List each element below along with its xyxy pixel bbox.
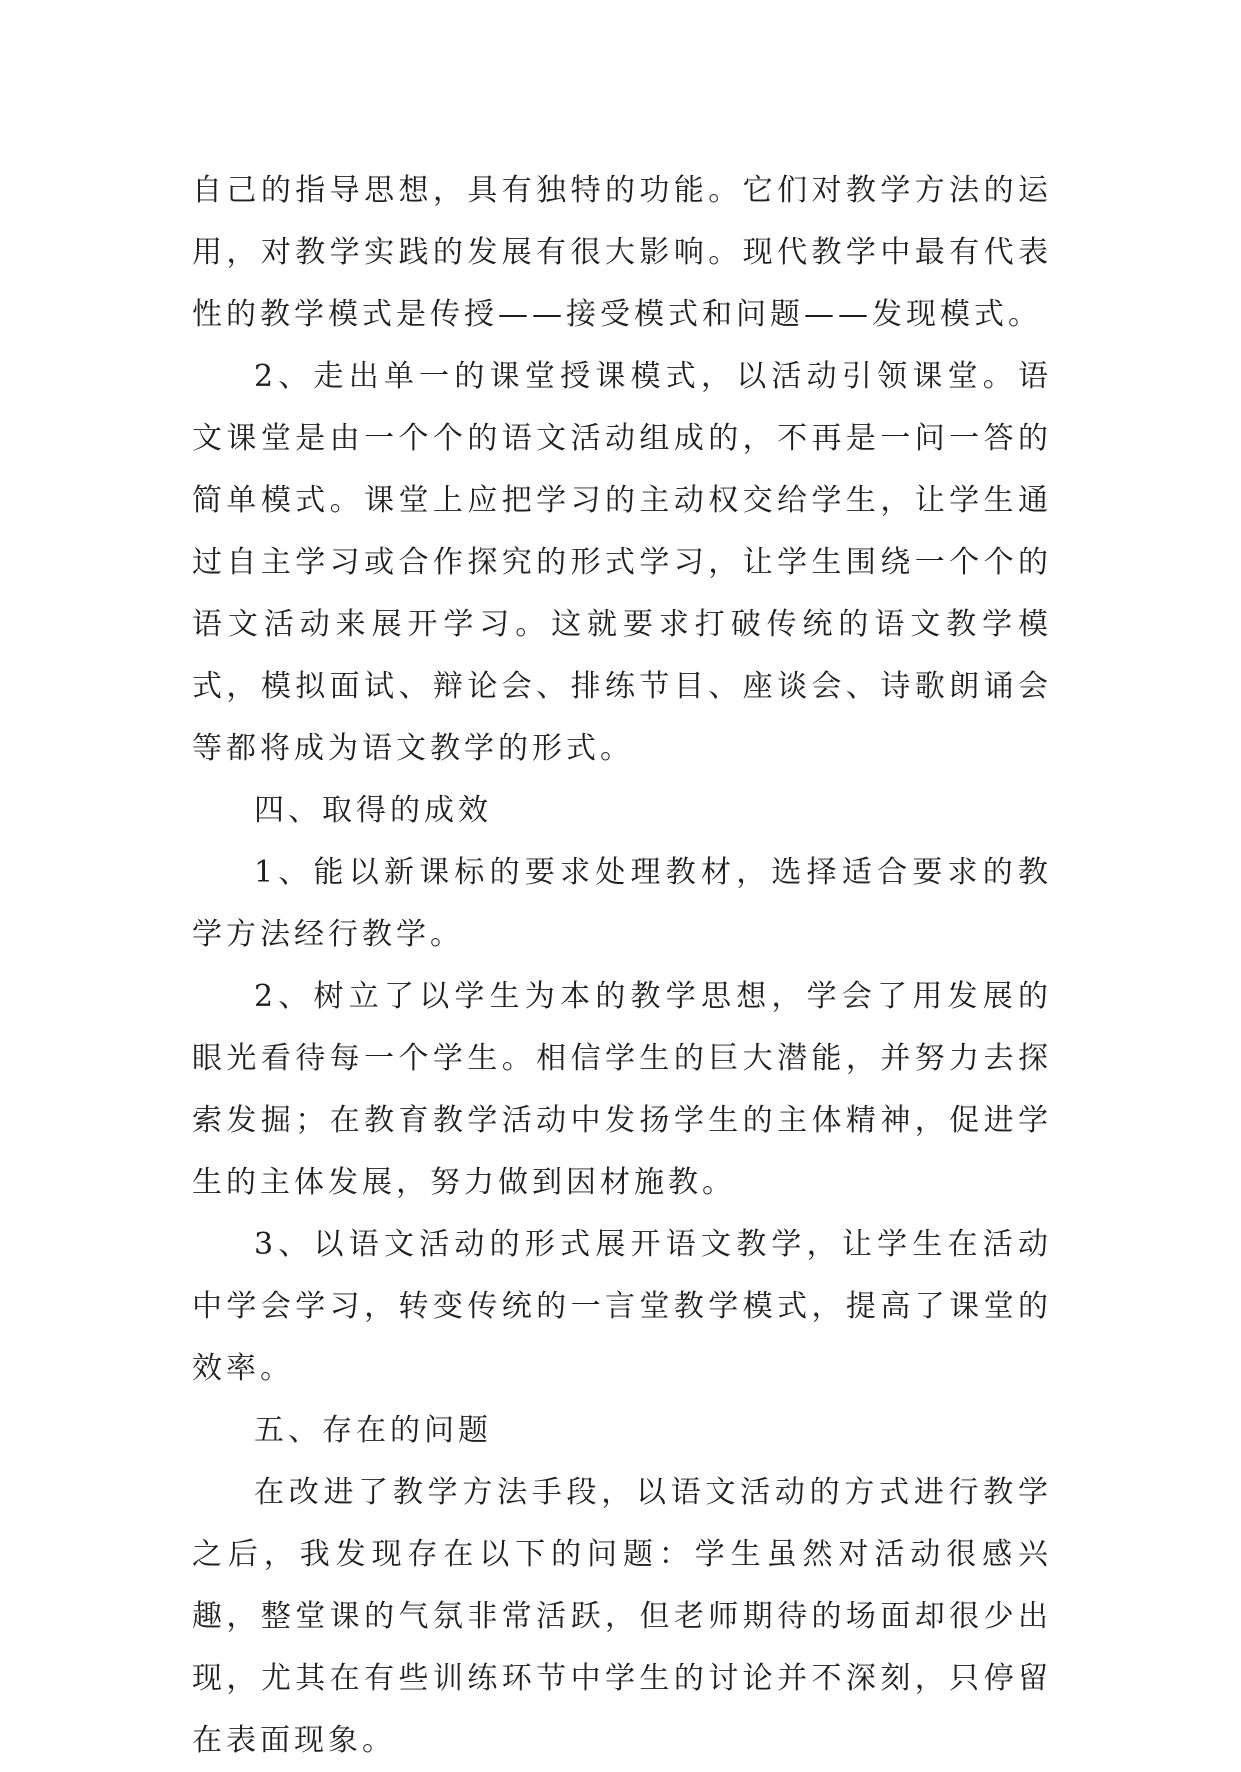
section-heading-achievements: 四、取得的成效 bbox=[254, 793, 492, 828]
document-body bbox=[192, 160, 1052, 1772]
paragraph-continuation: 自己的指导思想，具有独特的功能。它们对教学方法的运用，对教学实践的发展有很大影响。现代教学中最有代表性的教学模式是传授——接受模式和问题——发现模式。 bbox=[192, 173, 1052, 332]
paragraph-activity-led-classroom: 2、走出单一的课堂授课模式，以活动引领课堂。语文课堂是由一个个的语文活动组成的，不再是一问一答的简单模式。课堂上应把学习的主动权交给学生，让学生通过自主学习或合作探究的形式学习，让学生围绕一个个的语文活动来展开学习。这就要求打破传统的语文教学模式，模拟面试、辩论会、排练节目、座谈会、诗歌朗诵会等都将成为语文教学的形式。 bbox=[192, 359, 1052, 766]
paragraph-achievement-1: 1、能以新课标的要求处理教材，选择适合要求的教学方法经行教学。 bbox=[192, 855, 1052, 952]
paragraph-achievement-2: 2、树立了以学生为本的教学思想，学会了用发展的眼光看待每一个学生。相信学生的巨大潜能，并努力去探索发掘；在教育教学活动中发扬学生的主体精神，促进学生的主体发展，努力做到因材施教。 bbox=[192, 979, 1052, 1200]
paragraph-problems: 在改进了教学方法手段，以语文活动的方式进行教学之后，我发现存在以下的问题：学生虽然对活动很感兴趣，整堂课的气氛非常活跃，但老师期待的场面却很少出现，尤其在有些训练环节中学生的讨论并不深刻，只停留在表面现象。 bbox=[192, 1475, 1052, 1758]
paragraph-achievement-3: 3、以语文活动的形式展开语文教学，让学生在活动中学会学习，转变传统的一言堂教学模式，提高了课堂的效率。 bbox=[192, 1227, 1052, 1386]
section-heading-problems: 五、存在的问题 bbox=[254, 1413, 492, 1448]
